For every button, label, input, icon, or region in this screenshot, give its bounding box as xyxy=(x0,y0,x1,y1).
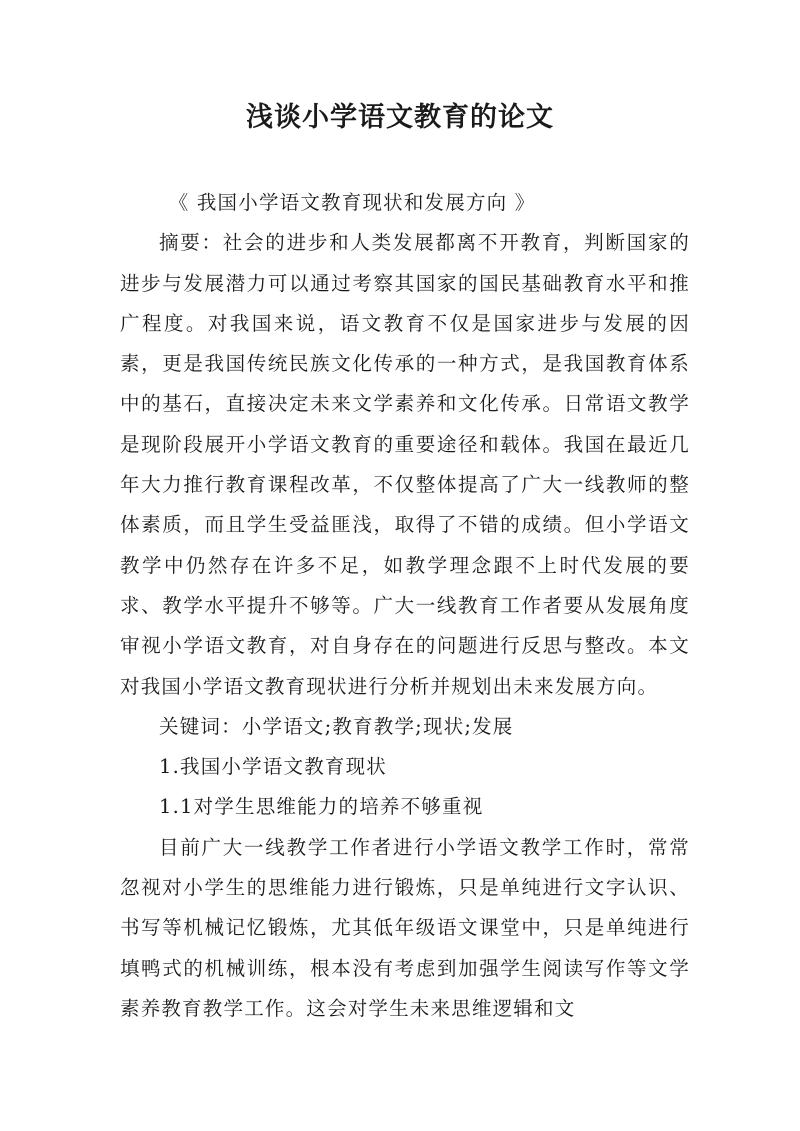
section-heading-1: 1.我国小学语文教育现状 xyxy=(159,755,388,779)
document-subtitle: 《 我国小学语文教育现状和发展方向 》 xyxy=(168,191,536,214)
keywords-line: 关键词：小学语文;教育教学;现状;发展 xyxy=(159,714,514,738)
abstract-paragraph: 摘要：社会的进步和人类发展都离不开教育，判断国家的进步与发展潜力可以通过考察其国家的国民基础教育水平和推广程度。对我国来说，语文教育不仅是国家进步与发展的因素，更是我国传统民族文化传承的一种方式，是我国教育体系中的基石，直接决定未来文学素养和文化传承。日常语文教学是现阶段展开小学语文教育的重要途径和载体。我国在最近几年大力推行教育课程改革，不仅整体提高了广大一线教师的整体素质，而且学生受益匪浅，取得了不错的成绩。但小学语文教学中仍然存在许多不足，如教学理念跟不上时代发展的要求、教学水平提升不够等。广大一线教育工作者要从发展角度审视小学语文教育，对自身存在的问题进行反思与整改。本文对我国小学语文教育现状进行分析并规划出未来发展方向。 xyxy=(120,231,690,698)
document-title: 浅谈小学语文教育的论文 xyxy=(246,102,554,133)
document-body xyxy=(120,183,690,1029)
section-heading-1-1: 1.1对学生思维能力的培养不够重视 xyxy=(159,795,484,819)
body-paragraph: 目前广大一线教学工作者进行小学语文教学工作时，常常忽视对小学生的思维能力进行锻炼，只是单纯进行文字认识、书写等机械记忆锻炼，尤其低年级语文课堂中，只是单纯进行填鸭式的机械训练，根本没有考虑到加强学生阅读写作等文学素养教育教学工作。这会对学生未来思维逻辑和文 xyxy=(120,835,690,1020)
